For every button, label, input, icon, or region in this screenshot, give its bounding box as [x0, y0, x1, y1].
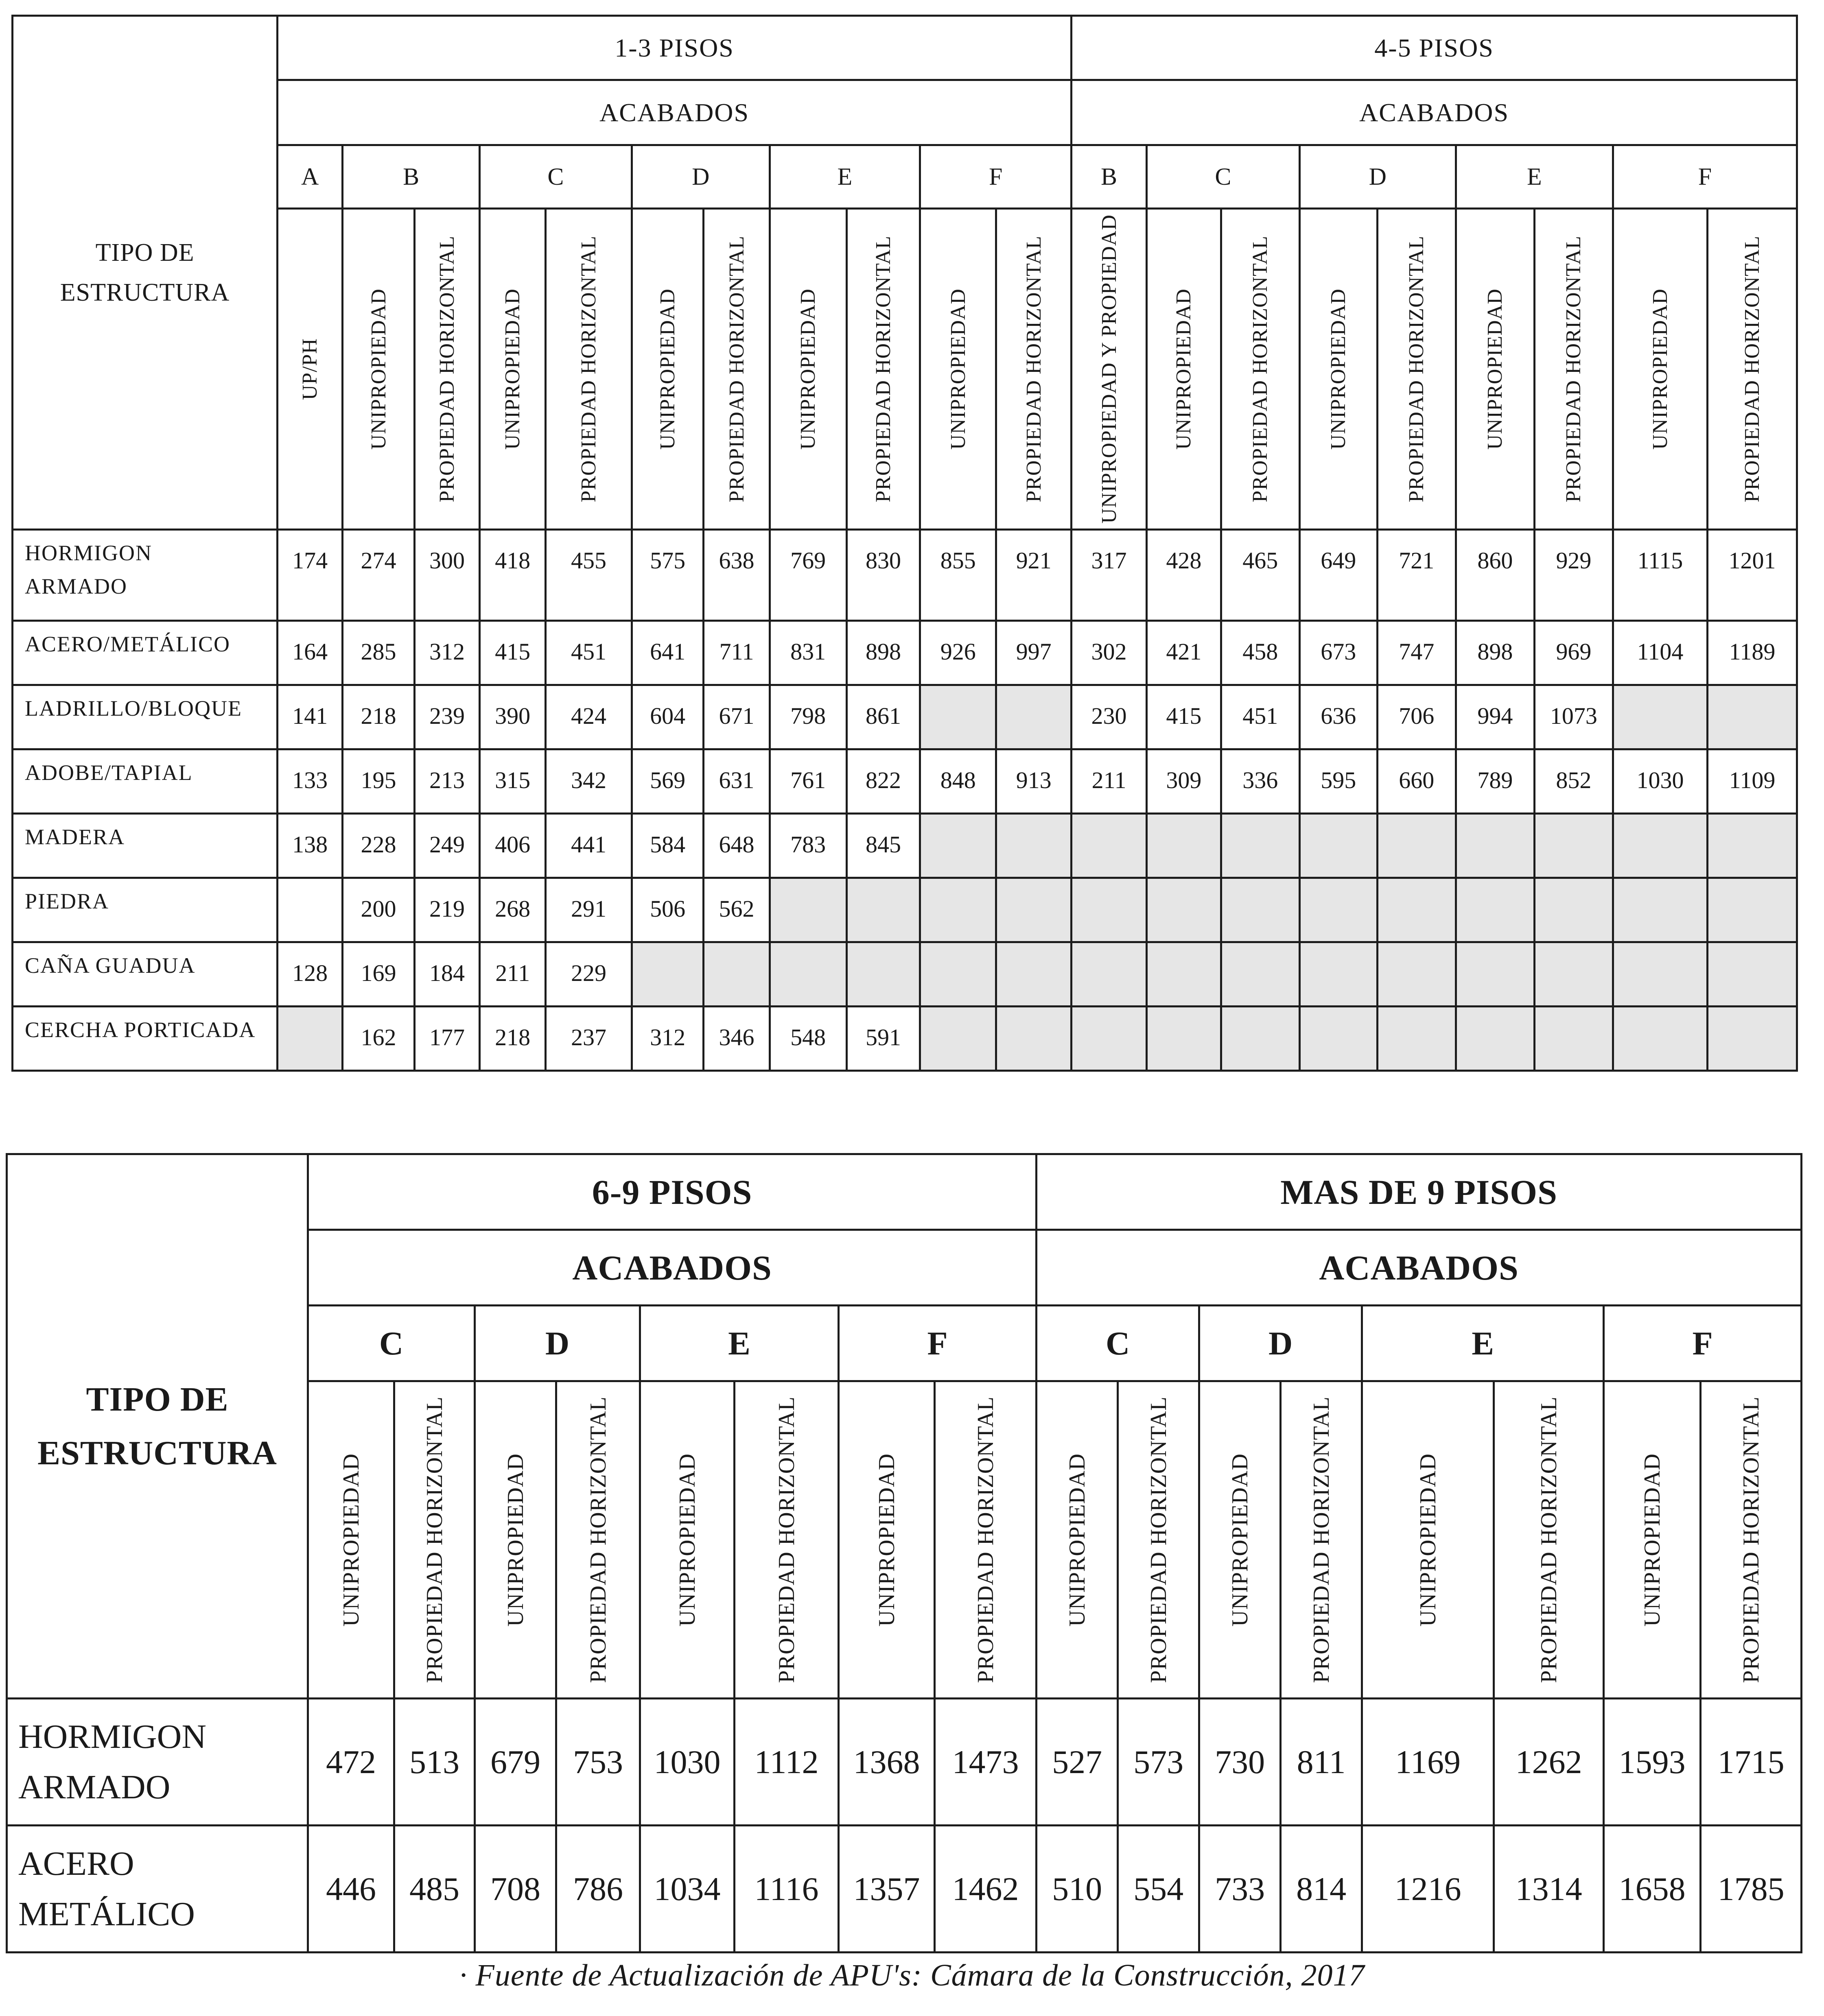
column-header: PROPIEDAD HORIZONTAL	[546, 209, 632, 530]
finish-letter-header: E	[1362, 1306, 1604, 1381]
value-cell	[1613, 878, 1707, 942]
value-cell: 1658	[1604, 1826, 1701, 1953]
value-cell: 346	[704, 1006, 770, 1070]
value-cell: 291	[546, 878, 632, 942]
finish-letter-header: C	[1146, 145, 1299, 209]
value-cell: 1216	[1362, 1826, 1494, 1953]
finish-letter-header: E	[770, 145, 920, 209]
value-cell	[1534, 1006, 1613, 1070]
value-cell	[846, 878, 920, 942]
value-cell: 485	[394, 1826, 475, 1953]
value-cell	[1534, 813, 1613, 878]
value-cell: 591	[846, 1006, 920, 1070]
finish-letter-header: C	[480, 145, 632, 209]
value-cell	[1377, 813, 1456, 878]
finish-letter-header: D	[1299, 145, 1456, 209]
value-cell: 852	[1534, 749, 1613, 813]
column-header: PROPIEDAD HORIZONTAL	[1701, 1381, 1802, 1699]
column-header: UNIPROPIEDAD Y PROPIEDAD	[1072, 209, 1147, 530]
value-cell	[1708, 685, 1797, 749]
column-header: PROPIEDAD HORIZONTAL	[735, 1381, 839, 1699]
value-cell: 315	[480, 749, 546, 813]
value-cell: 997	[996, 620, 1072, 685]
value-cell	[920, 813, 996, 878]
value-cell	[1377, 1006, 1456, 1070]
column-header: UNIPROPIEDAD	[1613, 209, 1707, 530]
column-header: PROPIEDAD HORIZONTAL	[846, 209, 920, 530]
column-header: PROPIEDAD HORIZONTAL	[1494, 1381, 1604, 1699]
table-row	[13, 813, 1797, 878]
column-header: PROPIEDAD HORIZONTAL	[1221, 209, 1299, 530]
structure-type-label: PIEDRA	[13, 878, 278, 942]
value-cell	[1072, 878, 1147, 942]
value-cell	[1708, 942, 1797, 1006]
value-cell	[1377, 942, 1456, 1006]
column-header: PROPIEDAD HORIZONTAL	[1281, 1381, 1362, 1699]
value-cell: 200	[343, 878, 415, 942]
column-header: UNIPROPIEDAD	[1199, 1381, 1281, 1699]
value-cell: 237	[546, 1006, 632, 1070]
finish-letter-header: F	[839, 1306, 1037, 1381]
column-header: PROPIEDAD HORIZONTAL	[414, 209, 479, 530]
structure-type-label: CAÑA GUADUA	[13, 942, 278, 1006]
column-header: UNIPROPIEDAD	[1037, 1381, 1118, 1699]
value-cell: 1104	[1613, 620, 1707, 685]
value-cell: 184	[414, 942, 479, 1006]
structure-type-label: ADOBE/TAPIAL	[13, 749, 278, 813]
value-cell: 1034	[640, 1826, 735, 1953]
value-cell	[920, 685, 996, 749]
value-cell: 730	[1199, 1699, 1281, 1826]
value-cell: 228	[343, 813, 415, 878]
value-cell: 249	[414, 813, 479, 878]
column-header: UNIPROPIEDAD	[1604, 1381, 1701, 1699]
value-cell: 451	[1221, 685, 1299, 749]
value-cell	[920, 1006, 996, 1070]
value-cell: 1073	[1534, 685, 1613, 749]
value-cell: 441	[546, 813, 632, 878]
acabados-header: ACABADOS	[1072, 80, 1797, 145]
value-cell: 673	[1299, 620, 1377, 685]
value-cell	[1613, 685, 1707, 749]
finish-letter-header: C	[1037, 1306, 1199, 1381]
value-cell: 1169	[1362, 1699, 1494, 1826]
value-cell: 211	[480, 942, 546, 1006]
value-cell: 268	[480, 878, 546, 942]
value-cell: 569	[632, 749, 704, 813]
column-header: PROPIEDAD HORIZONTAL	[935, 1381, 1037, 1699]
column-header: PROPIEDAD HORIZONTAL	[1534, 209, 1613, 530]
value-cell: 573	[1118, 1699, 1199, 1826]
value-cell	[846, 942, 920, 1006]
value-cell: 300	[414, 529, 479, 620]
value-cell	[996, 685, 1072, 749]
column-header: PROPIEDAD HORIZONTAL	[394, 1381, 475, 1699]
value-cell: 342	[546, 749, 632, 813]
value-cell	[1456, 942, 1534, 1006]
value-cell: 631	[704, 749, 770, 813]
value-cell: 929	[1534, 529, 1613, 620]
column-header: PROPIEDAD HORIZONTAL	[1708, 209, 1797, 530]
value-cell: 671	[704, 685, 770, 749]
table-row	[13, 749, 1797, 813]
value-cell: 913	[996, 749, 1072, 813]
value-cell: 554	[1118, 1826, 1199, 1953]
value-cell: 141	[278, 685, 343, 749]
tipo-estructura-header: TIPO DE ESTRUCTURA	[13, 16, 278, 530]
value-cell	[704, 942, 770, 1006]
value-cell	[1146, 942, 1221, 1006]
value-cell	[1221, 942, 1299, 1006]
acabados-header: ACABADOS	[308, 1230, 1037, 1306]
value-cell: 584	[632, 813, 704, 878]
value-cell: 1473	[935, 1699, 1037, 1826]
value-cell: 706	[1377, 685, 1456, 749]
value-cell: 510	[1037, 1826, 1118, 1953]
value-cell: 898	[1456, 620, 1534, 685]
value-cell: 660	[1377, 749, 1456, 813]
value-cell: 218	[480, 1006, 546, 1070]
value-cell: 309	[1146, 749, 1221, 813]
column-header: PROPIEDAD HORIZONTAL	[704, 209, 770, 530]
value-cell: 649	[1299, 529, 1377, 620]
value-cell: 830	[846, 529, 920, 620]
value-cell: 562	[704, 878, 770, 942]
cost-table-6-plus-floors	[6, 1153, 1802, 1953]
value-cell: 513	[394, 1699, 475, 1826]
value-cell: 195	[343, 749, 415, 813]
column-header: UNIPROPIEDAD	[632, 209, 704, 530]
finish-letter-header: B	[1072, 145, 1147, 209]
value-cell: 1030	[640, 1699, 735, 1826]
value-cell: 428	[1146, 529, 1221, 620]
value-cell: 921	[996, 529, 1072, 620]
value-cell	[1146, 813, 1221, 878]
table-row	[13, 529, 1797, 620]
value-cell: 1112	[735, 1699, 839, 1826]
value-cell: 822	[846, 749, 920, 813]
value-cell: 1368	[839, 1699, 935, 1826]
acabados-header: ACABADOS	[278, 80, 1072, 145]
value-cell: 861	[846, 685, 920, 749]
value-cell: 641	[632, 620, 704, 685]
finish-letter-header: B	[343, 145, 480, 209]
value-cell: 230	[1072, 685, 1147, 749]
value-cell: 218	[343, 685, 415, 749]
value-cell	[1072, 813, 1147, 878]
value-cell	[1221, 878, 1299, 942]
value-cell: 1593	[1604, 1699, 1701, 1826]
value-cell: 679	[475, 1699, 556, 1826]
value-cell	[996, 942, 1072, 1006]
value-cell: 898	[846, 620, 920, 685]
value-cell: 1115	[1613, 529, 1707, 620]
value-cell: 213	[414, 749, 479, 813]
value-cell	[996, 1006, 1072, 1070]
structure-type-label: HORMIGON ARMADO	[13, 529, 278, 620]
column-header: PROPIEDAD HORIZONTAL	[556, 1381, 640, 1699]
value-cell: 831	[770, 620, 846, 685]
finish-letter-header: E	[640, 1306, 839, 1381]
structure-type-label: CERCHA PORTICADA	[13, 1006, 278, 1070]
value-cell: 1189	[1708, 620, 1797, 685]
structure-type-label: MADERA	[13, 813, 278, 878]
value-cell	[920, 878, 996, 942]
value-cell: 848	[920, 749, 996, 813]
value-cell: 711	[704, 620, 770, 685]
group-header-4-5-pisos: 4-5 PISOS	[1072, 16, 1797, 80]
value-cell: 406	[480, 813, 546, 878]
finish-letter-header: F	[1604, 1306, 1802, 1381]
cost-table-1-5-floors	[11, 15, 1798, 1072]
structure-type-label: HORMIGON ARMADO	[7, 1699, 308, 1826]
column-header: UNIPROPIEDAD	[1146, 209, 1221, 530]
value-cell: 1462	[935, 1826, 1037, 1953]
structure-type-label: ACERO/METÁLICO	[13, 620, 278, 685]
value-cell	[1708, 813, 1797, 878]
value-cell	[1534, 878, 1613, 942]
structure-type-label: ACERO METÁLICO	[7, 1826, 308, 1953]
column-header: UNIPROPIEDAD	[1362, 1381, 1494, 1699]
value-cell: 302	[1072, 620, 1147, 685]
value-cell: 969	[1534, 620, 1613, 685]
source-caption: · Fuente de Actualización de APU's: Cámara de la Construcción, 2017	[459, 1958, 1365, 1992]
value-cell: 128	[278, 942, 343, 1006]
finish-letter-header: D	[632, 145, 770, 209]
value-cell	[1146, 1006, 1221, 1070]
value-cell	[1613, 942, 1707, 1006]
value-cell: 811	[1281, 1699, 1362, 1826]
value-cell	[1299, 1006, 1377, 1070]
value-cell	[1456, 1006, 1534, 1070]
column-header: UNIPROPIEDAD	[920, 209, 996, 530]
value-cell: 446	[308, 1826, 394, 1953]
column-header: UNIPROPIEDAD	[308, 1381, 394, 1699]
value-cell: 721	[1377, 529, 1456, 620]
column-header: UNIPROPIEDAD	[640, 1381, 735, 1699]
value-cell: 1785	[1701, 1826, 1802, 1953]
value-cell: 761	[770, 749, 846, 813]
value-cell: 1262	[1494, 1699, 1604, 1826]
value-cell: 317	[1072, 529, 1147, 620]
value-cell: 162	[343, 1006, 415, 1070]
finish-letter-header: F	[920, 145, 1072, 209]
value-cell	[1708, 878, 1797, 942]
value-cell: 994	[1456, 685, 1534, 749]
value-cell: 138	[278, 813, 343, 878]
column-header: UNIPROPIEDAD	[770, 209, 846, 530]
value-cell	[1146, 878, 1221, 942]
value-cell: 219	[414, 878, 479, 942]
value-cell: 424	[546, 685, 632, 749]
value-cell	[1221, 813, 1299, 878]
value-cell	[1299, 878, 1377, 942]
value-cell: 855	[920, 529, 996, 620]
value-cell: 769	[770, 529, 846, 620]
table-row	[7, 1826, 1802, 1953]
value-cell: 638	[704, 529, 770, 620]
value-cell: 211	[1072, 749, 1147, 813]
value-cell: 458	[1221, 620, 1299, 685]
value-cell: 783	[770, 813, 846, 878]
value-cell	[996, 813, 1072, 878]
value-cell: 169	[343, 942, 415, 1006]
value-cell	[1299, 813, 1377, 878]
value-cell: 164	[278, 620, 343, 685]
value-cell: 708	[475, 1826, 556, 1953]
finish-letter-header: E	[1456, 145, 1613, 209]
acabados-header: ACABADOS	[1037, 1230, 1802, 1306]
value-cell: 336	[1221, 749, 1299, 813]
column-header: UNIPROPIEDAD	[1456, 209, 1534, 530]
value-cell: 177	[414, 1006, 479, 1070]
table-row	[13, 685, 1797, 749]
value-cell: 506	[632, 878, 704, 942]
value-cell	[1221, 1006, 1299, 1070]
value-cell	[770, 878, 846, 942]
value-cell: 390	[480, 685, 546, 749]
value-cell: 786	[556, 1826, 640, 1953]
value-cell: 604	[632, 685, 704, 749]
value-cell: 312	[632, 1006, 704, 1070]
finish-letter-header: A	[278, 145, 343, 209]
table-row	[13, 942, 1797, 1006]
column-header: PROPIEDAD HORIZONTAL	[996, 209, 1072, 530]
value-cell: 174	[278, 529, 343, 620]
value-cell: 421	[1146, 620, 1221, 685]
table-row	[13, 1006, 1797, 1070]
value-cell	[278, 1006, 343, 1070]
value-cell: 845	[846, 813, 920, 878]
value-cell: 239	[414, 685, 479, 749]
value-cell: 753	[556, 1699, 640, 1826]
table-row	[13, 620, 1797, 685]
column-header: UNIPROPIEDAD	[475, 1381, 556, 1699]
column-header: UNIPROPIEDAD	[1299, 209, 1377, 530]
value-cell: 274	[343, 529, 415, 620]
finish-letter-header: D	[1199, 1306, 1362, 1381]
group-header-1-3-pisos: 1-3 PISOS	[278, 16, 1072, 80]
value-cell	[1613, 813, 1707, 878]
value-cell: 418	[480, 529, 546, 620]
value-cell: 472	[308, 1699, 394, 1826]
value-cell	[1072, 942, 1147, 1006]
value-cell: 595	[1299, 749, 1377, 813]
column-header: UNIPROPIEDAD	[343, 209, 415, 530]
value-cell	[920, 942, 996, 1006]
value-cell: 648	[704, 813, 770, 878]
value-cell	[1456, 813, 1534, 878]
value-cell: 860	[1456, 529, 1534, 620]
group-header-mas-de-9-pisos: MAS DE 9 PISOS	[1037, 1154, 1802, 1230]
value-cell: 747	[1377, 620, 1456, 685]
value-cell: 814	[1281, 1826, 1362, 1953]
value-cell: 1109	[1708, 749, 1797, 813]
column-header: UP/PH	[278, 209, 343, 530]
value-cell: 229	[546, 942, 632, 1006]
finish-letter-header: F	[1613, 145, 1797, 209]
value-cell	[1708, 1006, 1797, 1070]
column-header: UNIPROPIEDAD	[480, 209, 546, 530]
value-cell: 1201	[1708, 529, 1797, 620]
value-cell	[1456, 878, 1534, 942]
value-cell: 789	[1456, 749, 1534, 813]
value-cell	[1072, 1006, 1147, 1070]
value-cell: 1357	[839, 1826, 935, 1953]
tipo-estructura-header: TIPO DE ESTRUCTURA	[7, 1154, 308, 1699]
column-header: PROPIEDAD HORIZONTAL	[1118, 1381, 1199, 1699]
value-cell: 133	[278, 749, 343, 813]
value-cell: 415	[1146, 685, 1221, 749]
value-cell: 636	[1299, 685, 1377, 749]
value-cell: 798	[770, 685, 846, 749]
column-header: UNIPROPIEDAD	[839, 1381, 935, 1699]
value-cell: 548	[770, 1006, 846, 1070]
value-cell: 451	[546, 620, 632, 685]
table-row	[13, 878, 1797, 942]
value-cell	[770, 942, 846, 1006]
value-cell: 575	[632, 529, 704, 620]
value-cell	[278, 878, 343, 942]
value-cell: 527	[1037, 1699, 1118, 1826]
value-cell	[1377, 878, 1456, 942]
value-cell: 455	[546, 529, 632, 620]
value-cell: 415	[480, 620, 546, 685]
structure-type-label: LADRILLO/BLOQUE	[13, 685, 278, 749]
value-cell: 312	[414, 620, 479, 685]
value-cell: 465	[1221, 529, 1299, 620]
table-row	[7, 1699, 1802, 1826]
column-header: PROPIEDAD HORIZONTAL	[1377, 209, 1456, 530]
value-cell: 1314	[1494, 1826, 1604, 1953]
value-cell: 285	[343, 620, 415, 685]
value-cell: 926	[920, 620, 996, 685]
finish-letter-header: C	[308, 1306, 475, 1381]
value-cell	[1613, 1006, 1707, 1070]
value-cell: 1715	[1701, 1699, 1802, 1826]
value-cell: 733	[1199, 1826, 1281, 1953]
value-cell	[1534, 942, 1613, 1006]
value-cell: 1116	[735, 1826, 839, 1953]
value-cell	[1299, 942, 1377, 1006]
value-cell	[996, 878, 1072, 942]
value-cell	[632, 942, 704, 1006]
value-cell: 1030	[1613, 749, 1707, 813]
group-header-6-9-pisos: 6-9 PISOS	[308, 1154, 1037, 1230]
finish-letter-header: D	[475, 1306, 640, 1381]
